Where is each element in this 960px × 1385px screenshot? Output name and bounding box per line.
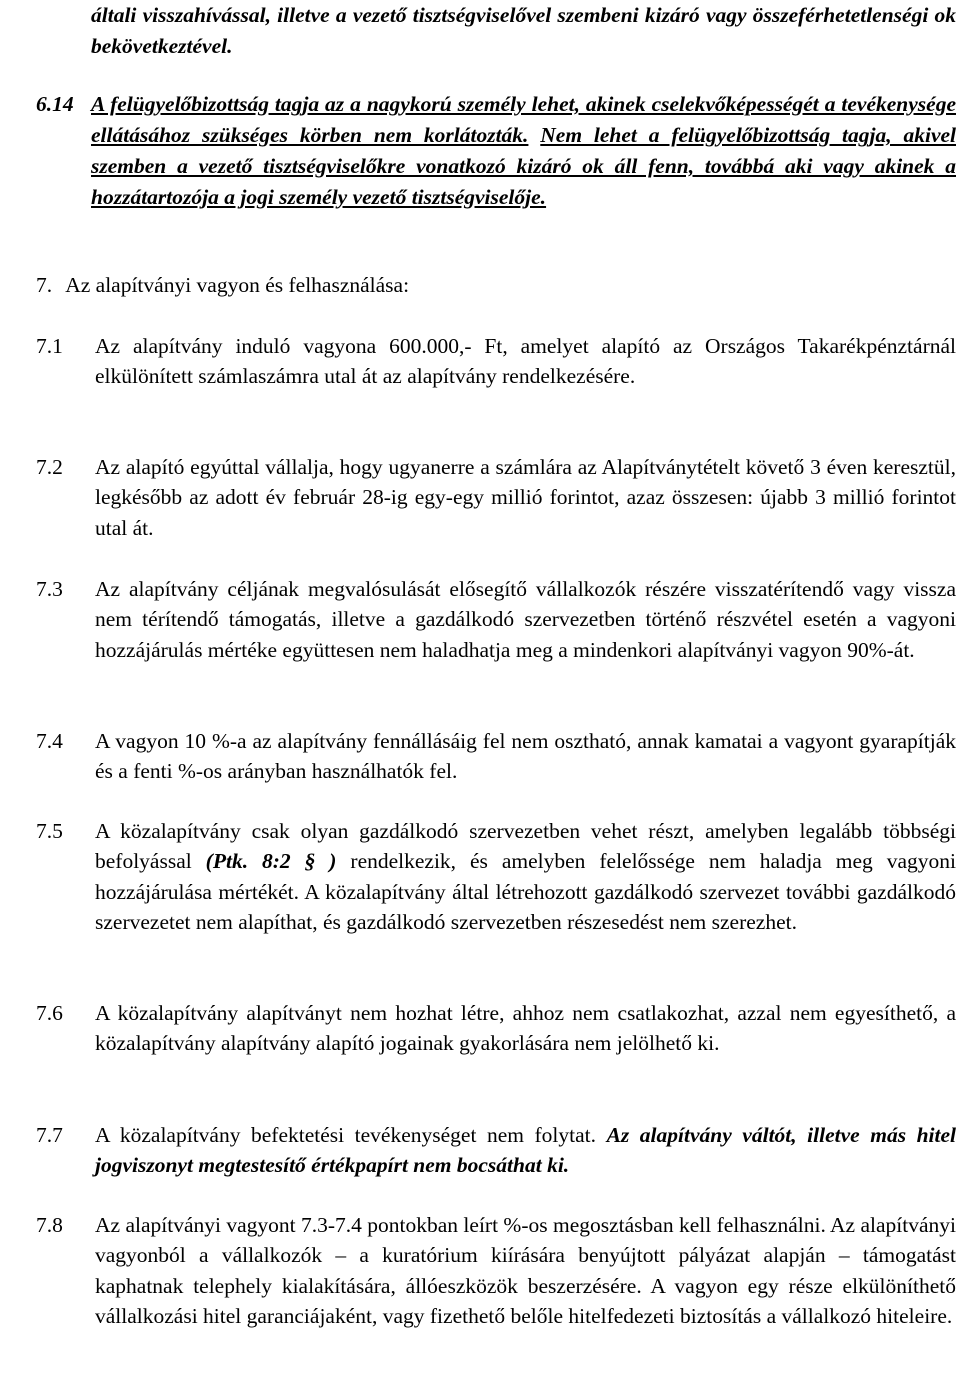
paragraph-text (95, 816, 956, 937)
paragraph-text: Az alapítványi vagyont 7.3-7.4 pontokban leírt %-os megosztásban kell felhasználni. Az alapítványi vagyonból a vállalkozók – a kuratórium kiírására benyújtott pályázat alapján – támogatást kaphatnak telephely kialakítására, állóeszközök beszerzésére. A vagyon egy része elkülöníthető vállalkozási hitel garanciájaként, vagy fizethető belőle hitelfedezeti biztosítás a vállalkozó hiteleire. (95, 1213, 956, 1328)
paragraph-number: 7.3 (36, 577, 63, 601)
heading-number: 7. (36, 273, 53, 297)
section-text-part-b: Nem lehet a felügyelőbizottság tagja, akivel szemben a vezető tisztségviselőkre vonatkozó kizáró ok áll fenn, továbbá aki vagy akinek a hozzátartozója a jogi személy vezető tisztségviselője. (91, 123, 956, 209)
section-7-heading (36, 270, 409, 300)
paragraph-text: Az alapítvány céljának megvalósulását elősegítő vállalkozók részére visszatérítendő vagy vissza nem térítendő támogatás, illetve a gazdálkodó szervezetben történő részvétel esetén a vagyoni hozzájárulás mértéke együttesen nem haladhatja meg a mindenkori alapítványi vagyon 90%-át. (95, 577, 956, 662)
intro-text: általi visszahívással, illetve a vezető tisztségviselővel szembeni kizáró vagy összeférhetetlenségi ok bekövetkeztével. (91, 3, 956, 58)
paragraph-text: A vagyon 10 %-a az alapítvány fennállásáig fel nem osztható, annak kamatai a vagyont gyarapítják és a fenti %-os arányban használhatók fel. (95, 729, 956, 784)
intro-paragraph (36, 0, 956, 62)
paragraph-number: 7.7 (36, 1123, 63, 1147)
section-6-14 (36, 89, 956, 213)
paragraph-7-2 (36, 452, 956, 543)
paragraph-7-3 (36, 574, 956, 665)
heading-title: Az alapítványi vagyon és felhasználása: (65, 273, 410, 297)
paragraph-7-6 (36, 998, 956, 1059)
section-number: 6.14 (36, 92, 74, 116)
paragraph-text: Az alapítvány induló vagyona 600.000,- Ft, amelyet alapító az Országos Takarékpénztárnál elkülönített számlaszámra utal át az alapítvány rendelkezésére. (95, 334, 956, 389)
paragraph-text-part-b: rendelkezik, és amelyben felelőssége nem haladja meg vagyoni hozzájárulása mértékét. A közalapítvány által létrehozott gazdálkodó szervezet további gazdálkodó szervezetet nem alapíthat, és gazdálkodó szervezetben részesedést nem szerezhet. (95, 849, 957, 934)
paragraph-7-4 (36, 726, 956, 787)
paragraph-number: 7.8 (36, 1213, 63, 1237)
paragraph-text-part-a: A közalapítvány befektetési tevékenységet nem folytat. (95, 1123, 597, 1147)
paragraph-text-part-a: A közalapítvány csak olyan gazdálkodó szervezetben vehet részt, amelyben legalább többségi befolyással (95, 819, 956, 874)
paragraph-7-8 (36, 1210, 956, 1331)
paragraph-number: 7.6 (36, 1001, 63, 1025)
legal-reference: (Ptk. 8:2 § ) (205, 849, 337, 874)
paragraph-text (95, 1120, 956, 1181)
paragraph-7-1 (36, 331, 956, 392)
section-text-part-a: A felügyelőbizottság tagja az a nagykorú személy lehet, akinek cselekvőképességét a tevékenysége ellátásához szükséges körben nem korlátozták. (91, 92, 956, 147)
paragraph-text: Az alapító egyúttal vállalja, hogy ugyanerre a számlára az Alapítványtételt követő 3 éven keresztül, legkésőbb az adott év február 28-ig egy-egy millió forintot, azaz összesen: újabb 3 millió forintot utal át. (95, 455, 956, 540)
section-text (91, 89, 956, 213)
paragraph-number: 7.5 (36, 819, 63, 843)
paragraph-7-7 (36, 1120, 956, 1181)
paragraph-text: A közalapítvány alapítványt nem hozhat létre, ahhoz nem csatlakozhat, azzal nem egyesíthető, a közalapítvány alapítvány alapító jogainak gyakorlására nem jelölhető ki. (95, 1001, 956, 1056)
paragraph-number: 7.2 (36, 455, 63, 479)
paragraph-number: 7.1 (36, 334, 63, 358)
paragraph-7-5 (36, 816, 956, 937)
paragraph-number: 7.4 (36, 729, 63, 753)
paragraph-text-emphasis: Az alapítvány váltót, illetve más hitel jogviszonyt megtestesítő értékpapírt nem bocsáthat ki. (95, 1123, 957, 1178)
